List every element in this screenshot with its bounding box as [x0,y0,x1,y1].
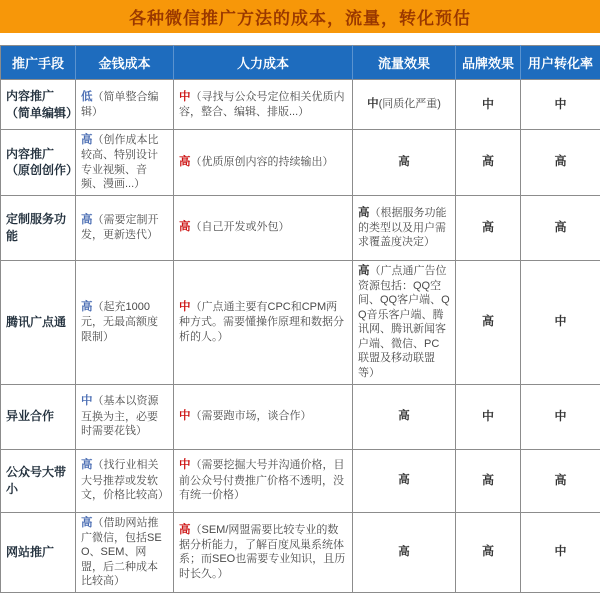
traffic-level: 高 [398,546,410,558]
header-conversion-rate: 用户转化率 [521,46,600,80]
labor-cost-cell [174,512,353,592]
labor-desc: （SEM/网盟需要比较专业的数据分析能力，了解百度凤巢系统体系；而SEO也需要专业知识，且历时长久。） [179,524,345,580]
labor-cost-cell [174,195,353,260]
labor-desc: （广点通主要有CPC和CPM两种方式。需要懂操作原理和数据分析的人。） [179,301,344,343]
traffic-effect-cell [353,260,456,384]
table-row [1,260,600,384]
table-header-row [1,46,600,80]
labor-level: 中 [179,301,191,313]
traffic-level: 高 [398,156,410,168]
labor-level: 中 [179,91,191,103]
money-level: 高 [81,134,93,146]
method-cell: 异业合作 [1,384,76,449]
conversion-rate-cell: 中 [521,260,600,384]
money-cost-cell [76,512,174,592]
traffic-effect-cell [353,384,456,449]
labor-level: 高 [179,524,191,536]
labor-cost-cell [174,384,353,449]
money-cost-cell [76,384,174,449]
labor-level: 高 [179,221,191,233]
brand-effect-cell: 高 [456,512,521,592]
money-cost-cell [76,195,174,260]
traffic-level: 高 [358,207,370,219]
money-cost-cell [76,449,174,512]
money-level: 高 [81,459,93,471]
traffic-effect-cell [353,130,456,196]
money-desc: （起充1000元，无最高额度限制） [81,301,158,343]
conversion-rate-cell: 中 [521,80,600,130]
traffic-effect-cell [353,449,456,512]
money-desc: （找行业相关大号推荐或发软文，价格比较高） [81,459,169,501]
header-money-cost: 金钱成本 [76,46,174,80]
labor-cost-cell [174,449,353,512]
money-level: 高 [81,214,93,226]
traffic-effect-cell [353,512,456,592]
table-row [1,449,600,512]
table-row [1,384,600,449]
traffic-effect-cell [353,80,456,130]
money-desc: （创作成本比较高、特别设计专业视频、音频、漫画...） [81,134,159,190]
conversion-rate-cell: 高 [521,449,600,512]
money-level: 高 [81,517,93,529]
method-cell: 定制服务功能 [1,195,76,260]
labor-cost-cell [174,260,353,384]
money-cost-cell [76,80,174,130]
page-title: 各种微信推广方法的成本，流量，转化预估 [129,4,471,29]
money-cost-cell [76,130,174,196]
promotion-comparison-table [0,45,600,593]
method-cell: 内容推广（原创创作） [1,130,76,196]
labor-level: 中 [179,410,191,422]
traffic-level: 高 [398,410,410,422]
method-cell: 内容推广（简单编辑） [1,80,76,130]
traffic-level: 高 [358,265,370,277]
labor-level: 中 [179,459,191,471]
header-traffic-effect: 流量效果 [353,46,456,80]
traffic-level: 高 [398,474,410,486]
traffic-level: 中 [367,98,379,110]
labor-level: 高 [179,156,191,168]
method-cell: 腾讯广点通 [1,260,76,384]
brand-effect-cell: 高 [456,449,521,512]
brand-effect-cell: 高 [456,260,521,384]
conversion-rate-cell: 高 [521,130,600,196]
brand-effect-cell: 高 [456,130,521,196]
labor-cost-cell [174,130,353,196]
method-cell: 公众号大带小 [1,449,76,512]
brand-effect-cell: 高 [456,195,521,260]
labor-cost-cell [174,80,353,130]
title-banner [0,0,600,33]
money-desc: （简单整合编辑） [81,91,159,118]
money-desc: （需要定制开发，更新迭代） [81,214,159,241]
table-row [1,512,600,592]
method-cell: 网站推广 [1,512,76,592]
banner-spacer [0,33,600,45]
table-row [1,195,600,260]
money-cost-cell [76,260,174,384]
conversion-rate-cell: 中 [521,384,600,449]
money-level: 低 [81,91,93,103]
conversion-rate-cell: 高 [521,195,600,260]
header-labor-cost: 人力成本 [174,46,353,80]
money-desc: （借助网站推广微信，包括SEO、SEM、网盟，后二种成本比较高） [81,517,162,588]
money-desc: （基本以资源互换为主，必要时需要花钱） [81,395,159,437]
table-row [1,80,600,130]
labor-desc: （自己开发或外包） [191,221,290,233]
money-level: 中 [81,395,93,407]
brand-effect-cell: 中 [456,384,521,449]
traffic-desc: （根据服务功能的类型以及用户需求覆盖度决定） [358,207,447,249]
table-row [1,130,600,196]
labor-desc: （需要挖掘大号并沟通价格，目前公众号付费推广价格不透明，没有统一价格） [179,459,345,501]
labor-desc: （优质原创内容的持续输出） [191,156,334,168]
traffic-effect-cell [353,195,456,260]
header-method: 推广手段 [1,46,76,80]
labor-desc: （需要跑市场，谈合作） [191,410,312,422]
money-level: 高 [81,301,93,313]
header-brand-effect: 品牌效果 [456,46,521,80]
labor-desc: （寻找与公众号定位相关优质内容，整合、编辑、排版...） [179,91,345,118]
brand-effect-cell: 中 [456,80,521,130]
conversion-rate-cell: 中 [521,512,600,592]
traffic-desc: （广点通广告位资源包括：QQ空间、QQ客户端、QQ音乐客户端、腾讯网、腾讯新闻客户端、微信、PC联盟及移动联盟等） [358,265,450,379]
traffic-desc: (同质化严重) [379,98,441,110]
